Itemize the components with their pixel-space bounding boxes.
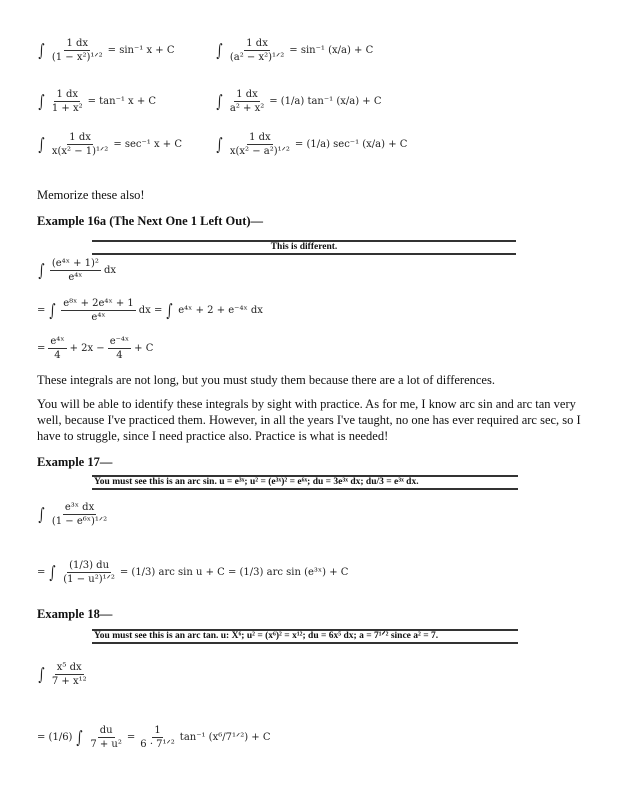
fraction — [228, 38, 286, 63]
numerator: 1 dx — [66, 38, 89, 49]
integral-sign: ∫ — [38, 40, 45, 61]
example-17-heading: Example 17— — [37, 455, 113, 469]
denominator: x(x² − 1)¹ᐟ² — [51, 146, 109, 157]
formula-arcsin — [37, 38, 175, 63]
expression: + 2x − — [69, 343, 105, 354]
denominator: (1 − e⁶ˣ)¹ᐟ² — [51, 516, 108, 527]
paragraph-differences: These integrals are not long, but you must study them because there are a lot of differences. — [37, 373, 495, 387]
numerator: 1 dx — [249, 132, 271, 143]
numerator: (e⁴ˣ + 1)² — [51, 258, 99, 269]
denominator: (1 − x²)¹ᐟ² — [51, 52, 103, 63]
integral-sign: ∫ — [49, 300, 56, 321]
fraction — [61, 298, 136, 323]
numerator: 1 dx — [56, 89, 79, 100]
integral-sign: ∫ — [38, 260, 45, 281]
expression: tan⁻¹ (x⁶/7¹ᐟ²) + C — [179, 732, 271, 743]
ex17-step-2 — [37, 560, 348, 585]
fraction — [50, 258, 101, 283]
integral-sign: ∫ — [76, 727, 83, 748]
differential: dx — [103, 265, 116, 276]
numerator: 1 dx — [69, 132, 91, 143]
fraction — [50, 662, 89, 687]
equals: = — [37, 343, 46, 354]
fraction — [228, 89, 266, 114]
equals: = — [126, 732, 136, 743]
example-18-heading: Example 18— — [37, 607, 113, 621]
expression: + C — [134, 343, 154, 354]
result: = sin⁻¹ x + C — [107, 45, 175, 56]
numerator: e³ˣ dx — [64, 502, 95, 513]
denominator: (1 − u²)¹ᐟ² — [63, 574, 115, 585]
denominator: 4 — [116, 350, 123, 361]
denominator: x(x² − a²)¹ᐟ² — [229, 146, 290, 157]
example-18-callout: You must see this is an arc tan. u: X⁶; u² = (x⁶)² = x¹²; du = 6x⁵ dx; a = 7¹ᐟ² since a² = 7. — [92, 629, 518, 644]
numerator: e⁻⁴ˣ — [109, 336, 130, 347]
expression: dx = — [138, 305, 163, 316]
integral-sign: ∫ — [216, 134, 223, 155]
equals: = — [37, 305, 46, 316]
ex18-integral — [37, 662, 89, 687]
numerator: x⁵ dx — [56, 662, 82, 673]
fraction — [61, 560, 117, 585]
paragraph-practice: You will be able to identify these integrals by sight with practice. As for me, I know arc sin and arc tan very well, because I've practiced them. However, in all the years I've taught, no one has ever required arc sec, so I have to struggle, since I need practice also. Practice is what is needed! — [37, 397, 581, 443]
integral-sign: ∫ — [38, 504, 45, 525]
fraction — [48, 336, 66, 361]
fraction — [108, 336, 131, 361]
formula-arctan-a — [215, 89, 382, 114]
denominator: 7 + x¹² — [51, 676, 87, 687]
formula-arcsin-a — [215, 38, 373, 63]
result: = (1/a) sec⁻¹ (x/a) + C — [294, 139, 408, 150]
fraction — [50, 38, 105, 63]
fraction — [50, 132, 110, 157]
result: = sec⁻¹ x + C — [113, 139, 183, 150]
numerator: e⁸ˣ + 2e⁴ˣ + 1 — [63, 298, 134, 309]
fraction — [88, 725, 124, 750]
numerator: 1 — [154, 725, 161, 736]
integral-sign: ∫ — [216, 40, 223, 61]
coefficient: = (1/6) — [37, 732, 73, 743]
example-16a-heading: Example 16a (The Next One 1 Left Out)— — [37, 214, 264, 228]
equals: = — [37, 567, 46, 578]
ex18-step-2 — [37, 725, 271, 750]
denominator: e⁴ˣ — [91, 312, 106, 323]
expression: = (1/3) arc sin u + C = (1/3) arc sin (e³ˣ) + C — [119, 567, 349, 578]
integral-sign: ∫ — [38, 91, 45, 112]
result: = sin⁻¹ (x/a) + C — [289, 45, 374, 56]
fraction — [50, 89, 85, 114]
integral-sign: ∫ — [216, 91, 223, 112]
fraction — [50, 502, 109, 527]
integral-sign: ∫ — [166, 300, 173, 321]
denominator: e⁴ˣ — [68, 272, 83, 283]
result: = tan⁻¹ x + C — [87, 96, 157, 107]
ex17-integral — [37, 502, 109, 527]
result: = (1/a) tan⁻¹ (x/a) + C — [269, 96, 382, 107]
denominator: 4 — [54, 350, 61, 361]
integral-sign: ∫ — [38, 134, 45, 155]
denominator: 7 + u² — [90, 739, 122, 750]
numerator: (1/3) du — [69, 560, 110, 571]
expression: e⁴ˣ + 2 + e⁻⁴ˣ dx — [178, 305, 263, 316]
integral-sign: ∫ — [38, 664, 45, 685]
formula-arcsec — [37, 132, 182, 157]
denominator: 1 + x² — [51, 103, 83, 114]
formula-arctan — [37, 89, 156, 114]
ex16a-step-2 — [37, 298, 263, 323]
fraction — [138, 725, 177, 750]
numerator: 1 dx — [246, 38, 268, 49]
ex16a-step-3 — [37, 336, 153, 361]
formula-arcsec-a — [215, 132, 407, 157]
numerator: du — [99, 725, 113, 736]
denominator: a² + x² — [229, 103, 265, 114]
denominator: 6 · 7¹ᐟ² — [140, 739, 175, 750]
ex16a-integral — [37, 258, 116, 283]
denominator: (a² − x²)¹ᐟ² — [229, 52, 285, 63]
integral-sign: ∫ — [49, 562, 56, 583]
memorize-note: Memorize these also! — [37, 188, 145, 202]
numerator: e⁴ˣ — [50, 336, 65, 347]
numerator: 1 dx — [236, 89, 258, 100]
example-16a-callout: This is different. — [92, 240, 516, 255]
example-17-callout: You must see this is an arc sin. u = e³ˣ; u² = (e³ˣ)² = e⁶ˣ; du = 3e³ˣ dx; du/3 = e³ˣ dx. — [92, 475, 518, 490]
fraction — [228, 132, 292, 157]
